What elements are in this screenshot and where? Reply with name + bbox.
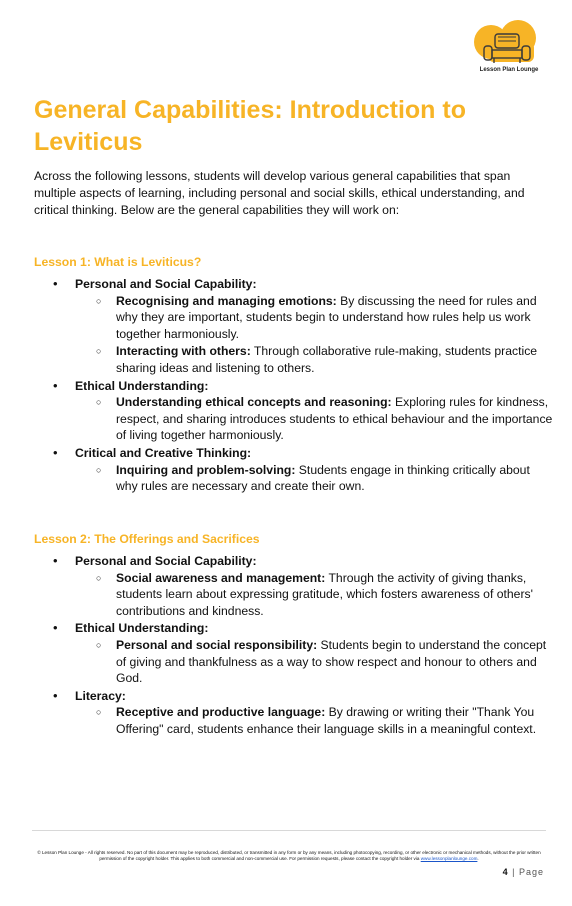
lesson-section-1 <box>34 254 554 496</box>
capability-item <box>34 445 554 495</box>
sub-item-text: By drawing or writing their "Thank You Offering" card, students enhance their language skills in a meaningful context. <box>116 705 537 736</box>
website-link[interactable]: www.lessonplanlounge.com <box>420 856 478 862</box>
sub-item-lead: Inquiring and problem-solving: <box>116 462 296 477</box>
sub-item-list <box>75 394 554 444</box>
capability-title: Personal and Social Capability: <box>75 277 257 291</box>
intro-paragraph: Across the following lessons, students will develop various general capabilities that span multiple aspects of learning, including personal and social skills, ethical understanding, and critical thinking. Below are the general capabilities they will work on: <box>34 169 525 217</box>
sub-item-list <box>75 570 554 620</box>
sub-item-text: By discussing the need for rules and why they are important, students begin to understand how rules help us work together harmoniously. <box>116 293 537 341</box>
sub-item <box>75 637 554 687</box>
lesson-section-2 <box>34 531 554 739</box>
sub-item-list <box>75 637 554 687</box>
footer-copyright <box>36 850 542 863</box>
sub-item-lead: Recognising and managing emotions: <box>116 293 337 308</box>
sub-item-text: Exploring rules for kindness, respect, and sharing introduces students to ethical behaviour and the importance of living together harmoniously. <box>116 395 553 443</box>
capability-item <box>34 276 554 377</box>
capability-list <box>34 553 554 738</box>
sub-item <box>75 394 554 444</box>
sub-item-lead: Personal and social responsibility: <box>116 637 318 652</box>
sub-item-lead: Understanding ethical concepts and reasoning: <box>116 395 392 410</box>
sub-item-text: Through collaborative rule-making, students practice sharing ideas and listening to others. <box>116 344 538 375</box>
page-number <box>474 867 544 877</box>
sub-item-lead: Receptive and productive language: <box>116 705 326 720</box>
lesson-heading: Lesson 2: The Offerings and Sacrifices <box>34 532 260 546</box>
capability-item <box>34 378 554 444</box>
sub-item <box>75 570 554 620</box>
page-label: | Page <box>508 867 544 877</box>
capability-list <box>34 276 554 495</box>
capability-title: Critical and Creative Thinking: <box>75 445 252 460</box>
sub-item-list <box>75 462 554 495</box>
sub-item-lead: Interacting with others: <box>116 344 251 359</box>
sub-item-lead: Social awareness and management: <box>116 570 326 585</box>
capability-item <box>34 620 554 686</box>
sub-item-text: Through the activity of giving thanks, students learn about expressing gratitude, which fosters awareness of others' contributions and kindness. <box>116 570 533 618</box>
capability-title: Literacy: <box>75 688 126 703</box>
capability-title: Personal and Social Capability: <box>75 554 257 568</box>
sub-item <box>75 343 554 376</box>
lesson-heading: Lesson 1: What is Leviticus? <box>34 255 202 269</box>
sub-item-text: Students begin to understand the concept of giving and thankfulness as a way to show respect and honour to others and God. <box>116 637 547 686</box>
logo-caption: Lesson Plan Lounge <box>479 67 539 73</box>
capability-title: Ethical Understanding: <box>75 378 209 393</box>
capability-item <box>34 688 554 738</box>
sub-item <box>75 293 554 343</box>
sub-item-list <box>75 293 554 377</box>
capability-item <box>34 553 554 619</box>
link-suffix: . <box>477 856 479 862</box>
capability-title: Ethical Understanding: <box>75 621 209 636</box>
page-number-value: 4 <box>502 867 509 877</box>
sub-item-list <box>75 704 554 737</box>
footer-divider <box>32 830 546 831</box>
sub-item <box>75 462 554 495</box>
copyright-text: © Lesson Plan Lounge - All rights reserved. No part of this document may be reproduced, distributed, or transmitted in any form or by any means, including photocopying, recording, or other electronic or mechanical methods, without the prior written permission of the copyright holder. This applies to both commercial and non-commercial use. For permission requests, please contact the copyright holder via <box>37 850 541 862</box>
page-title: General Capabilities: Introduction to Leviticus <box>34 96 466 156</box>
sub-item-text: Students engage in thinking critically about why rules are necessary and create their own. <box>116 462 530 494</box>
sub-item <box>75 704 554 737</box>
